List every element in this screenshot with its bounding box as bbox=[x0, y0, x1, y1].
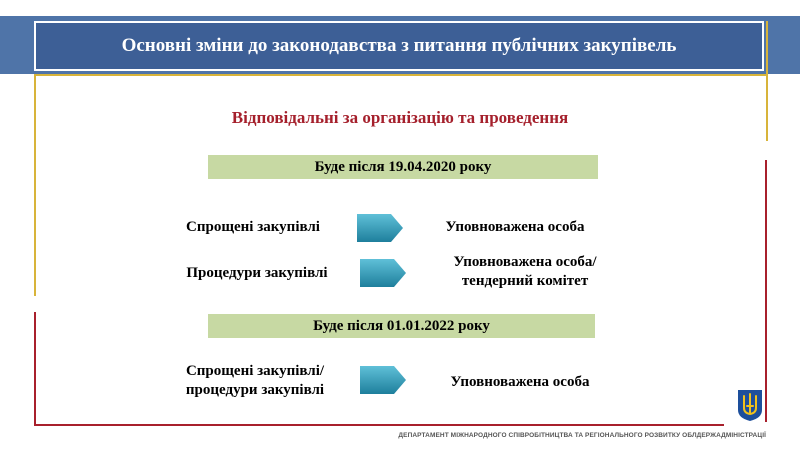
row-left-label bbox=[170, 362, 340, 400]
header-box bbox=[34, 21, 764, 71]
section-title: Буде після 01.01.2022 року bbox=[313, 317, 490, 334]
section-title: Буде після 19.04.2020 року bbox=[314, 158, 492, 175]
slide-title: Основні зміни до законодавства з питання публічних закупівель bbox=[121, 35, 677, 56]
section-bar-2022 bbox=[208, 314, 595, 338]
frame-line-gold-top bbox=[34, 74, 766, 76]
frame-line-red-right bbox=[765, 160, 767, 422]
ukraine-trident-icon bbox=[735, 388, 765, 422]
footer-text: ДЕПАРТАМЕНТ МІЖНАРОДНОГО СПІВРОБІТНИЦТВА ТА РЕГІОНАЛЬНОГО РОЗВИТКУ ОБЛДЕРЖАДМІНІСТРАЦІЇ bbox=[398, 432, 766, 439]
row-right-label: Уповноважена особа bbox=[450, 374, 590, 390]
row-right-line-2: тендерний комітет bbox=[461, 273, 589, 289]
section-bar-2020 bbox=[208, 155, 598, 179]
row-left-label: Спрощені закупівлі bbox=[186, 219, 320, 235]
frame-line-red-left bbox=[34, 312, 36, 424]
arrow-right-icon bbox=[357, 214, 403, 242]
slide-subtitle: Відповідальні за організацію та проведення bbox=[231, 108, 569, 127]
row-right-label: Уповноважена особа bbox=[445, 219, 585, 235]
row-left-line-2: процедури закупівлі bbox=[185, 382, 325, 398]
row-left-line-1: Спрощені закупівлі/ bbox=[185, 363, 325, 379]
frame-line-red-bottom bbox=[34, 424, 724, 426]
arrow-right-icon bbox=[360, 366, 406, 394]
arrow-right-icon bbox=[360, 259, 406, 287]
row-right-line-1: Уповноважена особа/ bbox=[453, 254, 597, 270]
row-right-label bbox=[425, 253, 625, 291]
row-left-label: Процедури закупівлі bbox=[186, 265, 328, 281]
